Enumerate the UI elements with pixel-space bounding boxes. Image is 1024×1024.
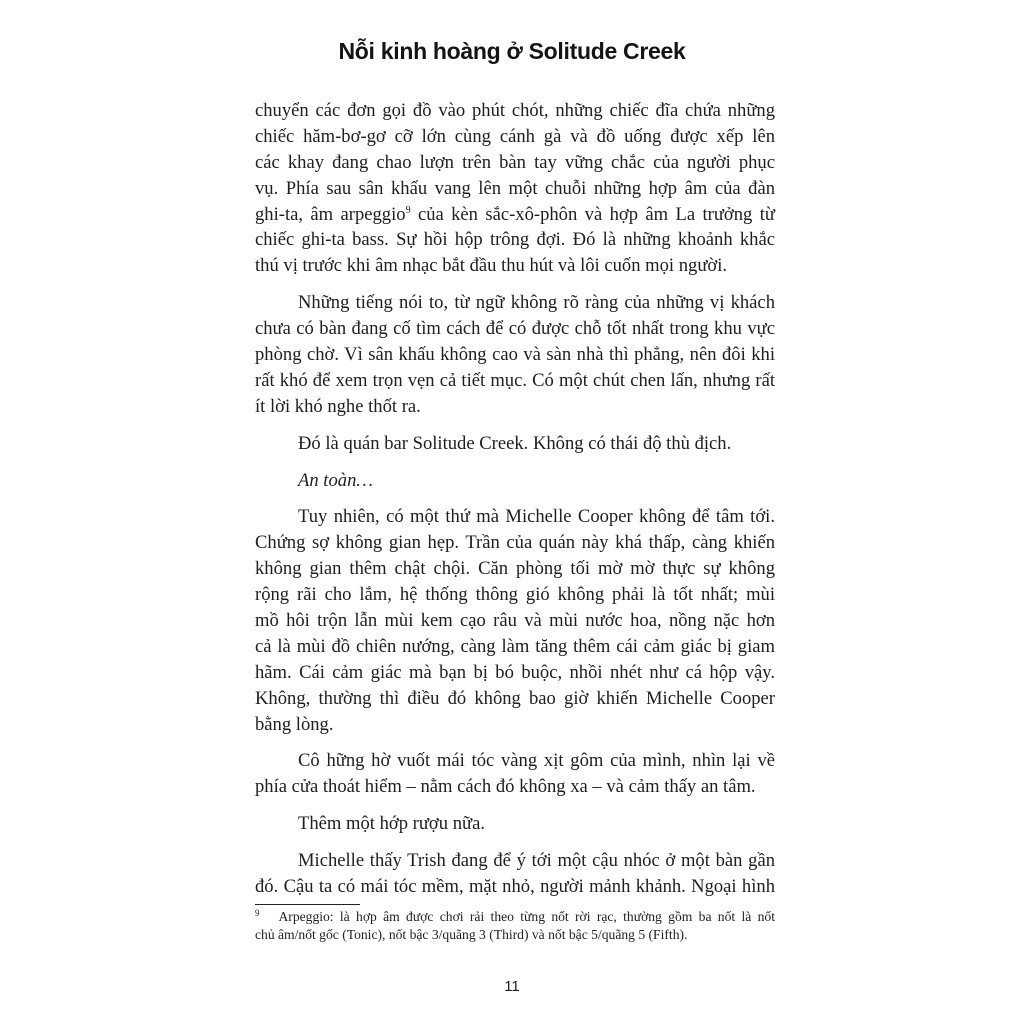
text-line: Thêm một hớp rượu nữa. (298, 813, 485, 835)
text-line: đó. Cậu ta có mái tóc mềm, mặt nhỏ, người mảnh khảnh. Ngoại hình (255, 876, 775, 898)
paragraph-6 (255, 748, 775, 800)
text-line (255, 202, 775, 228)
text-line: rộng rãi cho lắm, hệ thống thông gió không phải là tốt nhất; mùi (255, 584, 775, 606)
text-line: An toàn… (298, 469, 373, 491)
text-line: Những tiếng nói to, từ ngữ không rõ ràng của những vị khách (298, 292, 775, 314)
text-line: chưa có bàn đang cố tìm cách để có được chỗ tốt nhất trong khu vực (255, 318, 775, 340)
text-line: Michelle thấy Trish đang để ý tới một cậu nhóc ở một bàn gần (298, 850, 775, 872)
paragraph-3 (255, 431, 775, 457)
text-line: bằng lòng. (255, 713, 334, 735)
page-number: 11 (504, 978, 520, 995)
text-line: Đó là quán bar Solitude Creek. Không có thái độ thù địch. (298, 432, 732, 454)
body-text (255, 98, 775, 900)
text-line: hãm. Cái cảm giác mà bạn bị bó buộc, nhồi nhét như cá hộp vậy. (255, 661, 775, 683)
text-line: phòng chờ. Vì sân khấu không cao và sàn nhà thì phẳng, nên đôi khi (255, 344, 775, 366)
text-line: thú vị trước khi âm nhạc bắt đầu thu hút và lôi cuốn mọi người. (255, 255, 728, 277)
text-line: phía cửa thoát hiểm – nằm cách đó không xa – và cảm thấy an tâm. (255, 776, 756, 798)
footnote-line (255, 908, 775, 926)
paragraph-1 (255, 98, 775, 279)
text-line: chuyển các đơn gọi đồ vào phút chót, những chiếc đĩa chứa những (255, 100, 775, 121)
text-fragment: của kèn sắc-xô-phôn và hợp âm La trưởng từ (410, 203, 775, 225)
text-fragment: ghi-ta, âm arpeggio (255, 203, 406, 225)
running-header-title: Nỗi kinh hoàng ở Solitude Creek (338, 38, 686, 64)
text-line: các khay đang chao lượn trên bàn tay vững chắc của người phục (255, 151, 775, 173)
footnote-line: chủ âm/nốt gốc (Tonic), nốt bậc 3/quãng 3 (Third) và nốt bậc 5/quãng 5 (Fifth). (255, 926, 688, 942)
footnote-number: 9 (255, 908, 260, 918)
paragraph-5 (255, 504, 775, 737)
text-line: chiếc ghi-ta bass. Sự hồi hộp trông đợi. Đó là những khoảnh khắc (255, 229, 775, 251)
footnote-text: Arpeggio: là hợp âm được chơi rải theo từng nốt rời rạc, thường gồm ba nốt là nốt (278, 909, 775, 924)
footnote-reference: 9 (405, 204, 411, 216)
text-line: Không, thường thì điều đó không bao giờ khiến Michelle Cooper (255, 687, 775, 709)
text-line: cả là mùi đồ chiên nướng, càng làm tăng thêm cái cảm giác bị giam (255, 635, 775, 657)
footnote-divider (255, 904, 360, 905)
paragraph-8 (255, 848, 775, 900)
footnote (255, 908, 775, 943)
paragraph-4 (255, 468, 775, 494)
text-line: Cô hững hờ vuốt mái tóc vàng xịt gôm của mình, nhìn lại về (298, 750, 775, 772)
text-line: ít lời khó nghe thốt ra. (255, 395, 421, 417)
text-line: không gian thêm chật chội. Căn phòng tối mờ mờ thực sự không (255, 558, 775, 580)
text-line: Chứng sợ không gian hẹp. Trần của quán này khá thấp, càng khiến (255, 532, 775, 554)
text-line: vụ. Phía sau sân khấu vang lên một chuỗi những hợp âm của đàn (255, 177, 775, 199)
text-line: chiếc hăm-bơ-gơ cỡ lớn cùng cánh gà và đồ uống được xếp lên (255, 125, 775, 147)
text-line: Tuy nhiên, có một thứ mà Michelle Cooper không để tâm tới. (298, 506, 775, 528)
text-line: mồ hôi trộn lẫn mùi kem cạo râu và mùi nước hoa, nồng nặc hơn (255, 610, 775, 632)
paragraph-7 (255, 811, 775, 837)
text-line: rất khó để xem trọn vẹn cả tiết mục. Có một chút chen lấn, nhưng rất (255, 369, 775, 391)
paragraph-2 (255, 290, 775, 419)
